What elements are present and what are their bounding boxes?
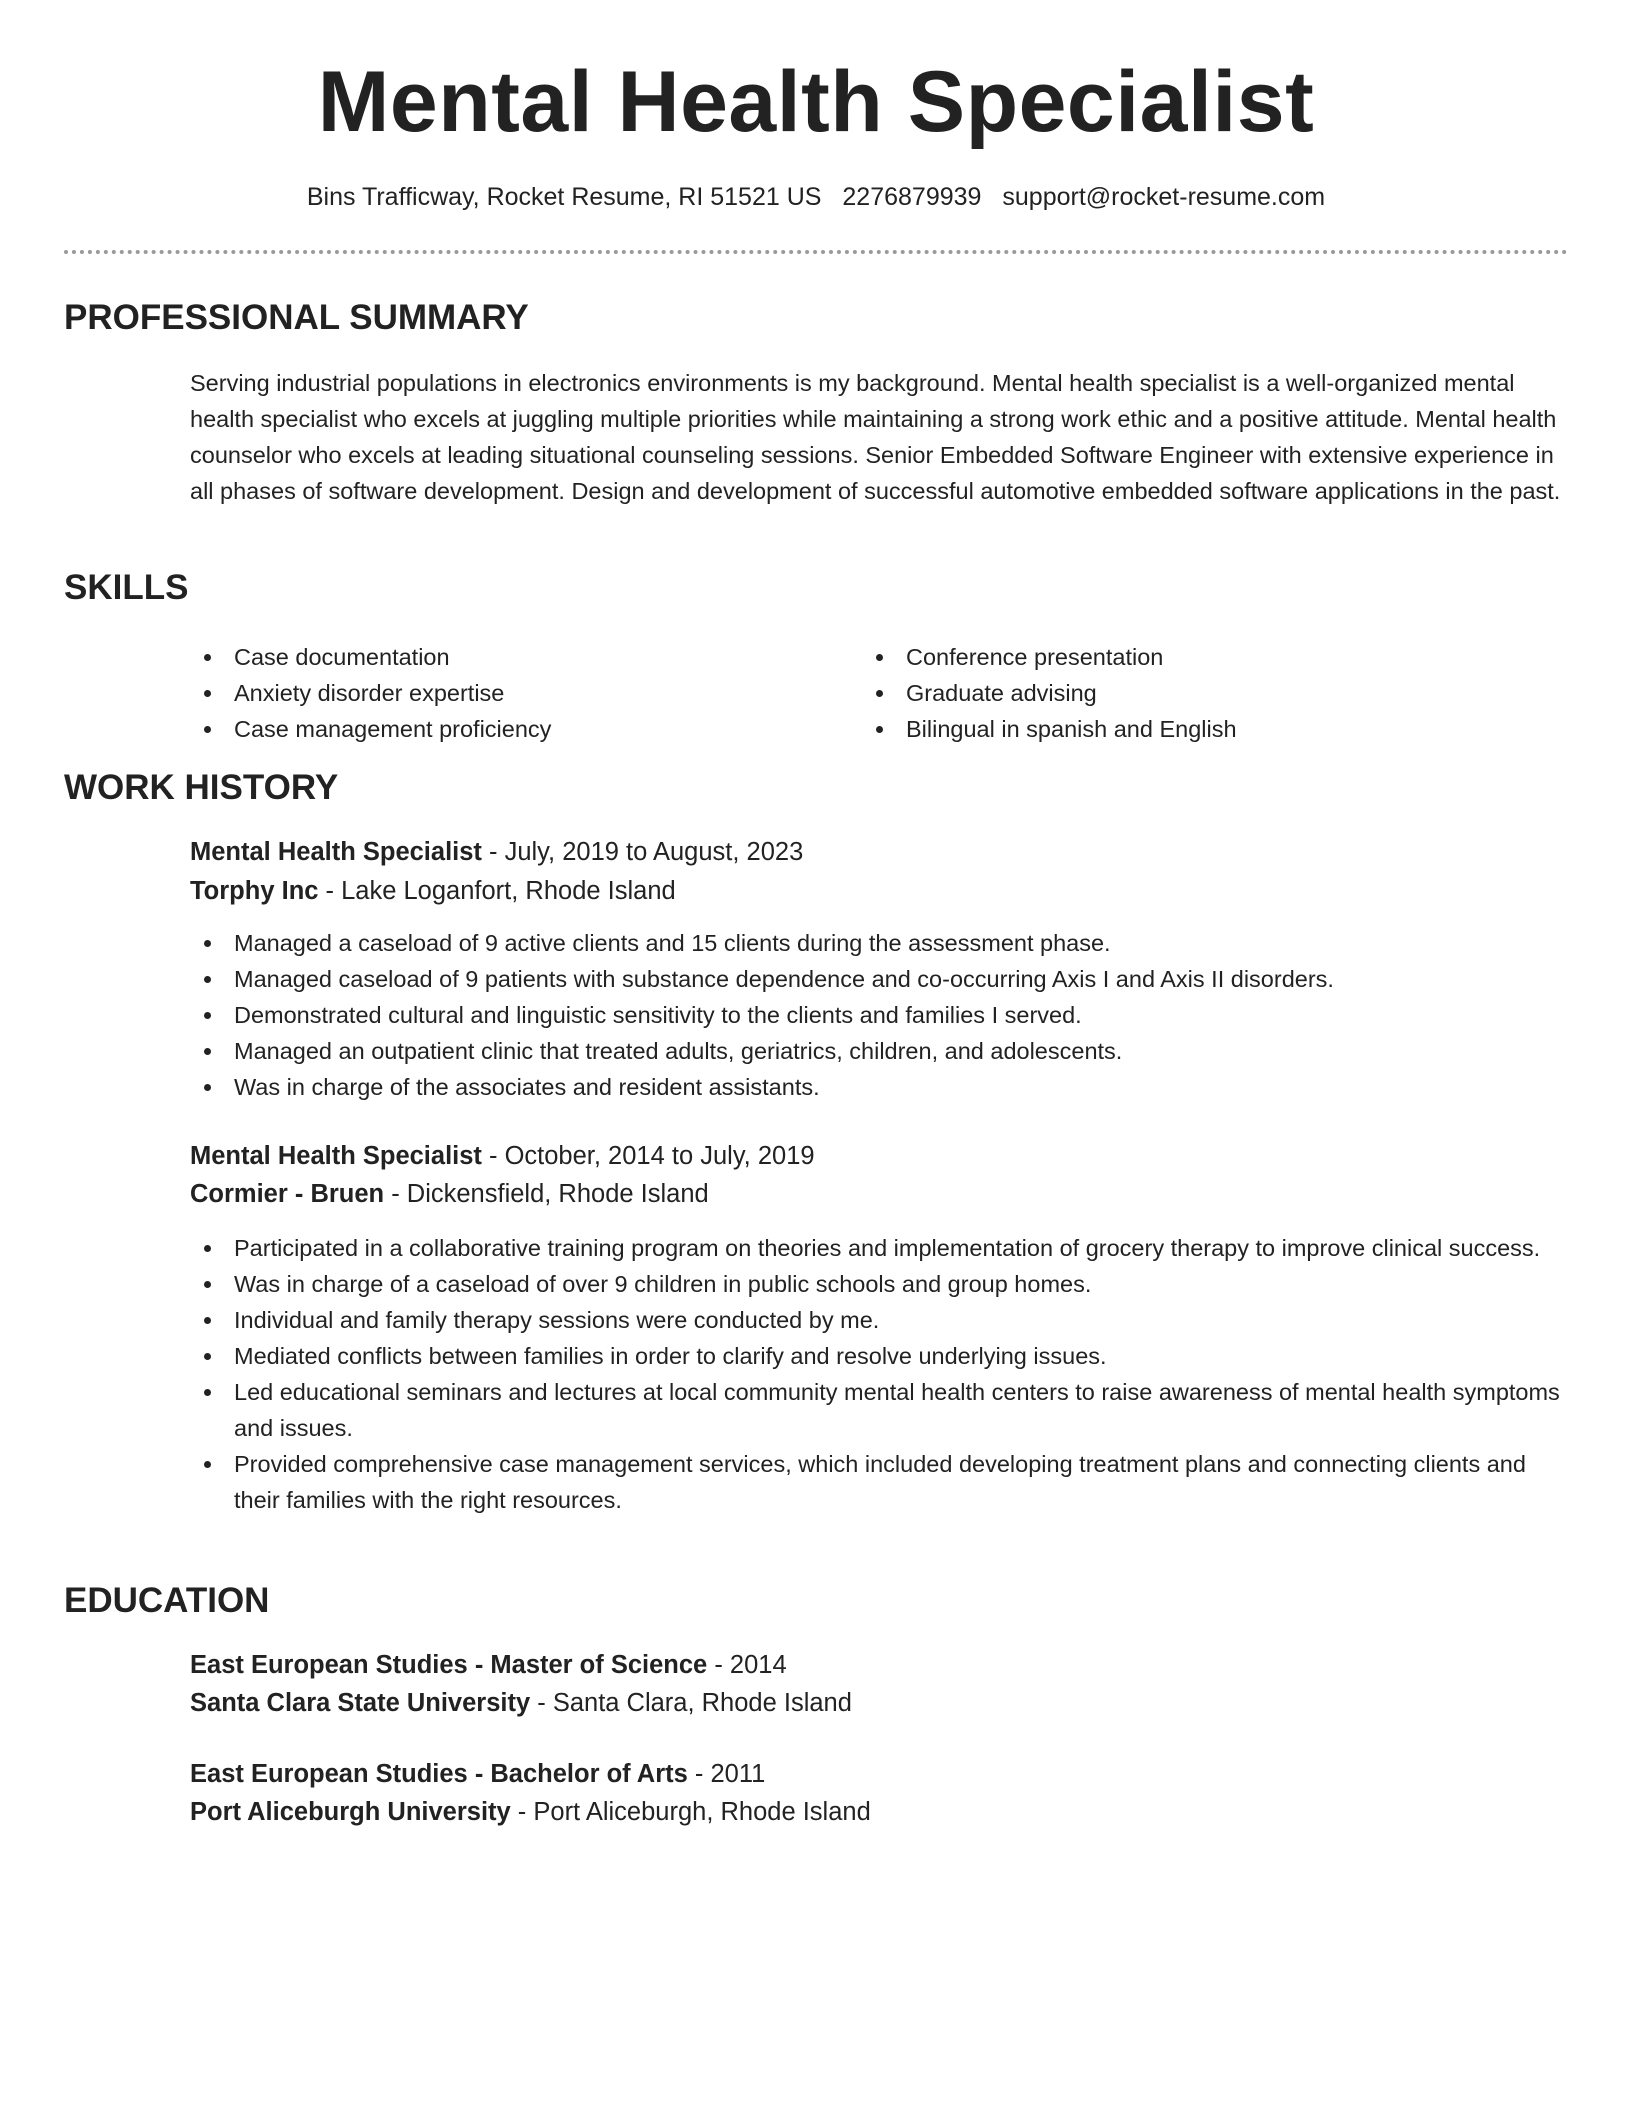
job-bullets xyxy=(190,1230,1575,1518)
section-title-summary: PROFESSIONAL SUMMARY xyxy=(64,298,529,337)
job-title-line xyxy=(190,833,803,871)
education-school-line xyxy=(190,1684,852,1722)
job-bullets xyxy=(190,925,1575,1105)
education-location: - Santa Clara, Rhode Island xyxy=(530,1689,852,1717)
job-title-line xyxy=(190,1137,815,1175)
skills-column-right xyxy=(862,639,1562,747)
job-bullet: Individual and family therapy sessions were conducted by me. xyxy=(190,1302,1575,1338)
job-dates: - July, 2019 to August, 2023 xyxy=(481,838,804,866)
education-degree: East European Studies - Bachelor of Arts xyxy=(190,1760,688,1788)
education-school: Santa Clara State University xyxy=(190,1689,531,1717)
header-divider xyxy=(64,250,1568,254)
job-bullet: Provided comprehensive case management services, which included developing treatment plans and connecting clients and their families with the right resources. xyxy=(190,1446,1575,1518)
education-school-line xyxy=(190,1793,871,1831)
job-company: Torphy Inc xyxy=(190,877,319,905)
education-location: - Port Aliceburgh, Rhode Island xyxy=(510,1798,871,1826)
section-title-skills: SKILLS xyxy=(64,568,189,607)
job-bullet: Was in charge of the associates and resident assistants. xyxy=(190,1069,1575,1105)
skill-item: Conference presentation xyxy=(862,639,1562,675)
skill-item: Case documentation xyxy=(190,639,830,675)
section-title-work-history: WORK HISTORY xyxy=(64,768,339,807)
section-title-education: EDUCATION xyxy=(64,1581,270,1620)
job-bullet: Led educational seminars and lectures at local community mental health centers to raise awareness of mental health symptoms and issues. xyxy=(190,1374,1575,1446)
job-bullet: Managed caseload of 9 patients with substance dependence and co-occurring Axis I and Axis II disorders. xyxy=(190,961,1575,997)
job-bullet: Mediated conflicts between families in order to clarify and resolve underlying issues. xyxy=(190,1338,1575,1374)
job-bullet: Managed an outpatient clinic that treated adults, geriatrics, children, and adolescents. xyxy=(190,1033,1575,1069)
contact-address: Bins Trafficway, Rocket Resume, RI 51521 US xyxy=(306,183,822,211)
job-bullet: Participated in a collaborative training program on theories and implementation of grocery therapy to improve clinical success. xyxy=(190,1230,1575,1266)
job-bullet: Demonstrated cultural and linguistic sensitivity to the clients and families I served. xyxy=(190,997,1575,1033)
summary-text: Serving industrial populations in electronics environments is my background. Mental health specialist is a well-organized mental health specialist who excels at juggling multiple priorities while maintaining a strong work ethic and a positive attitude. Mental health counselor who excels at leading situational counseling sessions. Senior Embedded Software Engineer with extensive experience in all phases of software development. Design and development of successful automotive embedded software applications in the past. xyxy=(190,370,1561,504)
job-bullet: Managed a caseload of 9 active clients and 15 clients during the assessment phase. xyxy=(190,925,1575,961)
education-degree: East European Studies - Master of Science xyxy=(190,1651,708,1679)
contact-phone: 2276879939 xyxy=(842,183,982,211)
skill-item: Anxiety disorder expertise xyxy=(190,675,830,711)
education-year: - 2014 xyxy=(707,1651,787,1679)
contact-line xyxy=(0,180,1632,214)
job-bullet: Was in charge of a caseload of over 9 children in public schools and group homes. xyxy=(190,1266,1575,1302)
job-location: - Lake Loganfort, Rhode Island xyxy=(318,877,676,905)
job-company: Cormier - Bruen xyxy=(190,1180,385,1208)
job-location: - Dickensfield, Rhode Island xyxy=(384,1180,709,1208)
education-year: - 2011 xyxy=(687,1760,766,1788)
skills-column-left xyxy=(190,639,830,747)
skill-item: Case management proficiency xyxy=(190,711,830,747)
skill-item: Bilingual in spanish and English xyxy=(862,711,1562,747)
contact-email: support@rocket-resume.com xyxy=(1002,183,1326,211)
job-dates: - October, 2014 to July, 2019 xyxy=(481,1142,815,1170)
job-title: Mental Health Specialist xyxy=(190,838,482,866)
job-company-line xyxy=(190,872,676,910)
job-company-line xyxy=(190,1175,709,1213)
education-degree-line xyxy=(190,1755,765,1793)
resume-name-heading: Mental Health Specialist xyxy=(317,54,1315,150)
job-title: Mental Health Specialist xyxy=(190,1142,482,1170)
education-school: Port Aliceburgh University xyxy=(190,1798,511,1826)
skill-item: Graduate advising xyxy=(862,675,1562,711)
education-degree-line xyxy=(190,1646,787,1684)
